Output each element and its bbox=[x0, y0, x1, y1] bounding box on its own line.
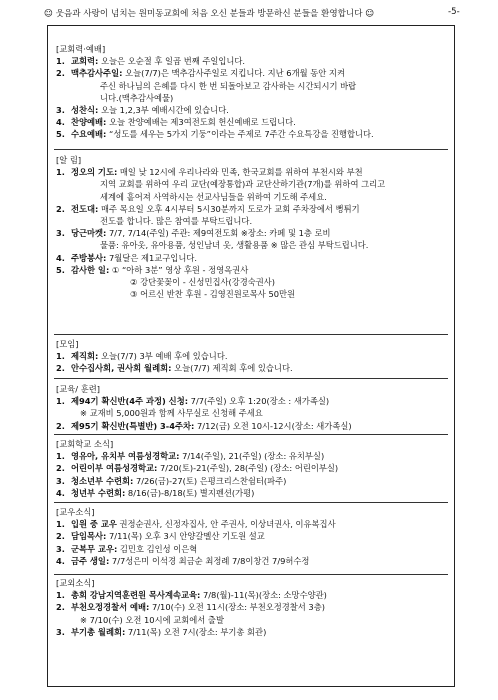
section-notices bbox=[56, 154, 448, 300]
item-number: 4. bbox=[56, 117, 65, 128]
section-church-school bbox=[56, 438, 448, 499]
item-text: 오늘(7/7)은 맥추감사주일로 지킵니다. 지난 6개월 동안 지켜 bbox=[122, 68, 345, 79]
item-note: ※ 7/10(수) 오전 10시에 교회에서 출발 bbox=[80, 614, 224, 625]
list-item bbox=[56, 450, 448, 462]
page-number: -5- bbox=[448, 7, 460, 17]
item-text: 7/12(금) 오전 10시-12시(장소: 새가족실) bbox=[194, 420, 352, 431]
item-continuation: ③ 어르신 반찬 후원 - 김영진원로목사 50만원 bbox=[130, 289, 296, 300]
item-text: 오늘 1,2,3부 예배시간에 있습니다. bbox=[98, 105, 229, 116]
item-title: 찬양예배: bbox=[71, 117, 107, 128]
item-number: 2. bbox=[56, 203, 65, 214]
item-text: 7/20(토)-21(주일), 28(주일) (장소: 어린이부실) bbox=[157, 463, 339, 474]
item-title: 입원 중 교우 bbox=[71, 519, 117, 530]
item-text: 오늘은 오순절 후 일곱 번째 주일입니다. bbox=[98, 56, 246, 67]
list-item bbox=[56, 395, 448, 407]
list-item bbox=[56, 518, 448, 530]
item-continuation: 전도를 합니다. 많은 참여를 부탁드립니다. bbox=[100, 216, 253, 227]
item-text: 7/11(목) 오후 3시 안양갈멜산 기도원 설교 bbox=[106, 531, 265, 542]
section-member-news bbox=[56, 506, 448, 567]
item-text: 권정순권사, 신정자집사, 안 주권사, 이상녀권사, 이유복집사 bbox=[116, 519, 336, 530]
item-continuation: 니다.(맥추감사예물) bbox=[100, 92, 174, 103]
section-divider bbox=[54, 502, 448, 503]
item-note: ※ 교재비 5,000원과 함께 사무실로 신청해 주세요 bbox=[80, 408, 263, 419]
item-text: 매주 목요일 오후 4시부터 5시30분까지 도로가 교회 주차장에서 뻥튀기 bbox=[98, 203, 360, 214]
item-text: ① “아하 3분” 영상 후원 - 정영옥권사 bbox=[109, 264, 249, 275]
item-title: 담임목사: bbox=[71, 531, 107, 542]
section-title: [알 림] bbox=[56, 155, 82, 165]
item-number: 5. bbox=[56, 129, 65, 140]
page-header bbox=[0, 4, 498, 22]
list-item bbox=[56, 128, 448, 140]
welcome-banner: ☺ 웃음과 사랑이 넘치는 원미동교회에 처음 오신 분들과 방문하신 분들을 환영합니다 ☺ bbox=[44, 9, 375, 19]
list-item bbox=[56, 626, 448, 638]
item-continuation: ② 강단꽃꽂이 - 신성민집사(강경숙권사) bbox=[130, 277, 276, 288]
item-continuation: 세계에 흩어져 사역하시는 선교사님들을 위하여 기도해 주세요. bbox=[100, 191, 327, 202]
item-number: 3. bbox=[56, 105, 65, 116]
item-title: 수요예배: bbox=[71, 129, 107, 140]
item-text: 7/7(주일) 오후 1:20(장소 : 새가족실) bbox=[188, 396, 330, 407]
item-number: 3. bbox=[56, 626, 65, 637]
item-title: 정오의 기도: bbox=[71, 167, 118, 178]
item-number: 5. bbox=[56, 264, 65, 275]
item-text: 7/14(주일), 21(주일) (장소: 유치부실) bbox=[179, 451, 325, 462]
item-title: 맥추감사주일: bbox=[71, 68, 123, 79]
item-text: 7/7성은미 이석경 최금순 최정례 7/8이창건 7/9허수정 bbox=[109, 555, 310, 566]
item-title: 성찬식: bbox=[71, 105, 99, 116]
item-number: 4. bbox=[56, 555, 65, 566]
item-title: 영유아, 유치부 여름성경학교: bbox=[71, 451, 180, 462]
item-number: 2. bbox=[56, 420, 65, 431]
item-text: 매일 낮 12시에 우리나라와 민족, 한국교회를 위하여 부천시와 부천 bbox=[117, 167, 363, 178]
item-title: 주방봉사: bbox=[71, 252, 107, 263]
list-item bbox=[56, 116, 448, 128]
item-title: 청소년부 수련회: bbox=[71, 475, 134, 486]
item-number: 1. bbox=[56, 519, 65, 530]
section-divider bbox=[54, 334, 448, 335]
list-item bbox=[56, 555, 448, 567]
item-number: 2. bbox=[56, 463, 65, 474]
section-title: [교회력·예배] bbox=[56, 44, 106, 54]
item-title: 제95기 확신반(특별반) 3-4주차: bbox=[71, 420, 195, 431]
item-number: 1. bbox=[56, 351, 65, 362]
list-item bbox=[56, 67, 448, 79]
item-number: 2. bbox=[56, 602, 65, 613]
list-item bbox=[56, 227, 448, 239]
list-item bbox=[56, 203, 448, 215]
item-continuation: 물품: 유아옷, 유아용품, 성인남녀 옷, 생활용품 ※ 많은 관심 부탁드립니다. bbox=[100, 240, 369, 251]
section-divider bbox=[54, 378, 448, 379]
item-title: 전도대: bbox=[71, 203, 99, 214]
list-item bbox=[56, 264, 448, 276]
item-number: 1. bbox=[56, 56, 65, 67]
item-title: 당근마켓: bbox=[71, 228, 107, 239]
item-text: 7월달은 제1교구입니다. bbox=[106, 252, 197, 263]
item-number: 3. bbox=[56, 475, 65, 486]
section-title: [교우소식] bbox=[56, 507, 95, 517]
section-worship bbox=[56, 43, 448, 141]
list-item bbox=[56, 462, 448, 474]
list-item bbox=[56, 543, 448, 555]
section-title: [교외소식] bbox=[56, 578, 95, 588]
section-education bbox=[56, 383, 448, 432]
item-number: 2. bbox=[56, 531, 65, 542]
list-item bbox=[56, 601, 448, 613]
item-title: 부천오정경찰서 예배: bbox=[71, 602, 150, 613]
item-number: 1. bbox=[56, 396, 65, 407]
list-item bbox=[56, 530, 448, 542]
item-text: 7/10(수) 오전 11시(장소: 부천오정경찰서 3층) bbox=[149, 602, 325, 613]
list-item bbox=[56, 589, 448, 601]
item-title: 제94기 확신반(4주 과정) 신청: bbox=[71, 396, 189, 407]
item-title: 감사한 일: bbox=[71, 264, 110, 275]
item-text: 7/8(월)-11(목)(장소: 소망수양관) bbox=[200, 590, 327, 601]
list-item bbox=[56, 420, 448, 432]
item-continuation: 주신 하나님의 은혜를 다시 한 번 되돌아보고 감사하는 시간되시기 바랍 bbox=[100, 80, 357, 91]
section-title: [교회학교 소식] bbox=[56, 439, 114, 449]
section-divider bbox=[54, 434, 448, 435]
list-item bbox=[56, 55, 448, 67]
item-text: 8/16(금)-8/18(토) 별지펜션(가평) bbox=[125, 487, 255, 498]
item-title: 어린이부 여름성경학교: bbox=[71, 463, 158, 474]
item-title: 청년부 수련회: bbox=[71, 487, 126, 498]
item-title: 군복무 교우: bbox=[71, 543, 118, 554]
item-title: 교회력: bbox=[71, 56, 99, 67]
item-number: 3. bbox=[56, 228, 65, 239]
item-text: 오늘(7/7) 제직회 후에 있습니다. bbox=[171, 363, 293, 374]
item-text: 7/11(목) 오전 7시(장소: 부기총 회관) bbox=[125, 626, 267, 637]
item-number: 1. bbox=[56, 167, 65, 178]
item-number: 4. bbox=[56, 252, 65, 263]
item-text: 7/7, 7/14(주일) 주관: 제9여전도회 ※장소: 카페 및 1층 로비 bbox=[106, 228, 331, 239]
item-number: 2. bbox=[56, 363, 65, 374]
item-title: 제직회: bbox=[71, 351, 99, 362]
section-divider bbox=[54, 149, 448, 150]
section-external-news bbox=[56, 577, 448, 638]
item-text: 7/26(금)-27(토) 은평크리스찬쉼터(파주) bbox=[133, 475, 287, 486]
list-item bbox=[56, 104, 448, 116]
item-number: 3. bbox=[56, 543, 65, 554]
list-item bbox=[56, 166, 448, 178]
section-title: [교육/ 훈련] bbox=[56, 384, 100, 394]
item-number: 4. bbox=[56, 487, 65, 498]
item-text: 오늘 찬양예배는 제3여전도회 헌신예배로 드립니다. bbox=[106, 117, 296, 128]
section-title: [모임] bbox=[56, 339, 79, 349]
list-item bbox=[56, 252, 448, 264]
section-divider bbox=[54, 574, 448, 575]
item-number: 1. bbox=[56, 451, 65, 462]
item-text: 김민호 김인성 이은혁 bbox=[117, 543, 198, 554]
section-meetings bbox=[56, 338, 448, 375]
item-title: 안수집사회, 권사회 월례회: bbox=[71, 363, 172, 374]
item-title: 부기총 월례회: bbox=[71, 626, 126, 637]
item-text: “성도를 세우는 5가지 기둥”이라는 주제로 7주간 수요특강을 진행합니다. bbox=[106, 129, 374, 140]
item-title: 총회 강남지역훈련원 목사계속교육: bbox=[71, 590, 201, 601]
list-item bbox=[56, 362, 448, 374]
list-item bbox=[56, 475, 448, 487]
list-item bbox=[56, 350, 448, 362]
item-number: 1. bbox=[56, 590, 65, 601]
item-continuation: 지역 교회를 위하여 우리 교단(예장통합)과 교단산하기관(7개)를 위하여 그리고 bbox=[100, 179, 386, 190]
item-number: 2. bbox=[56, 68, 65, 79]
list-item bbox=[56, 487, 448, 499]
item-text: 오늘(7/7) 3부 예배 후에 있습니다. bbox=[98, 351, 228, 362]
item-title: 금주 생일: bbox=[71, 555, 110, 566]
